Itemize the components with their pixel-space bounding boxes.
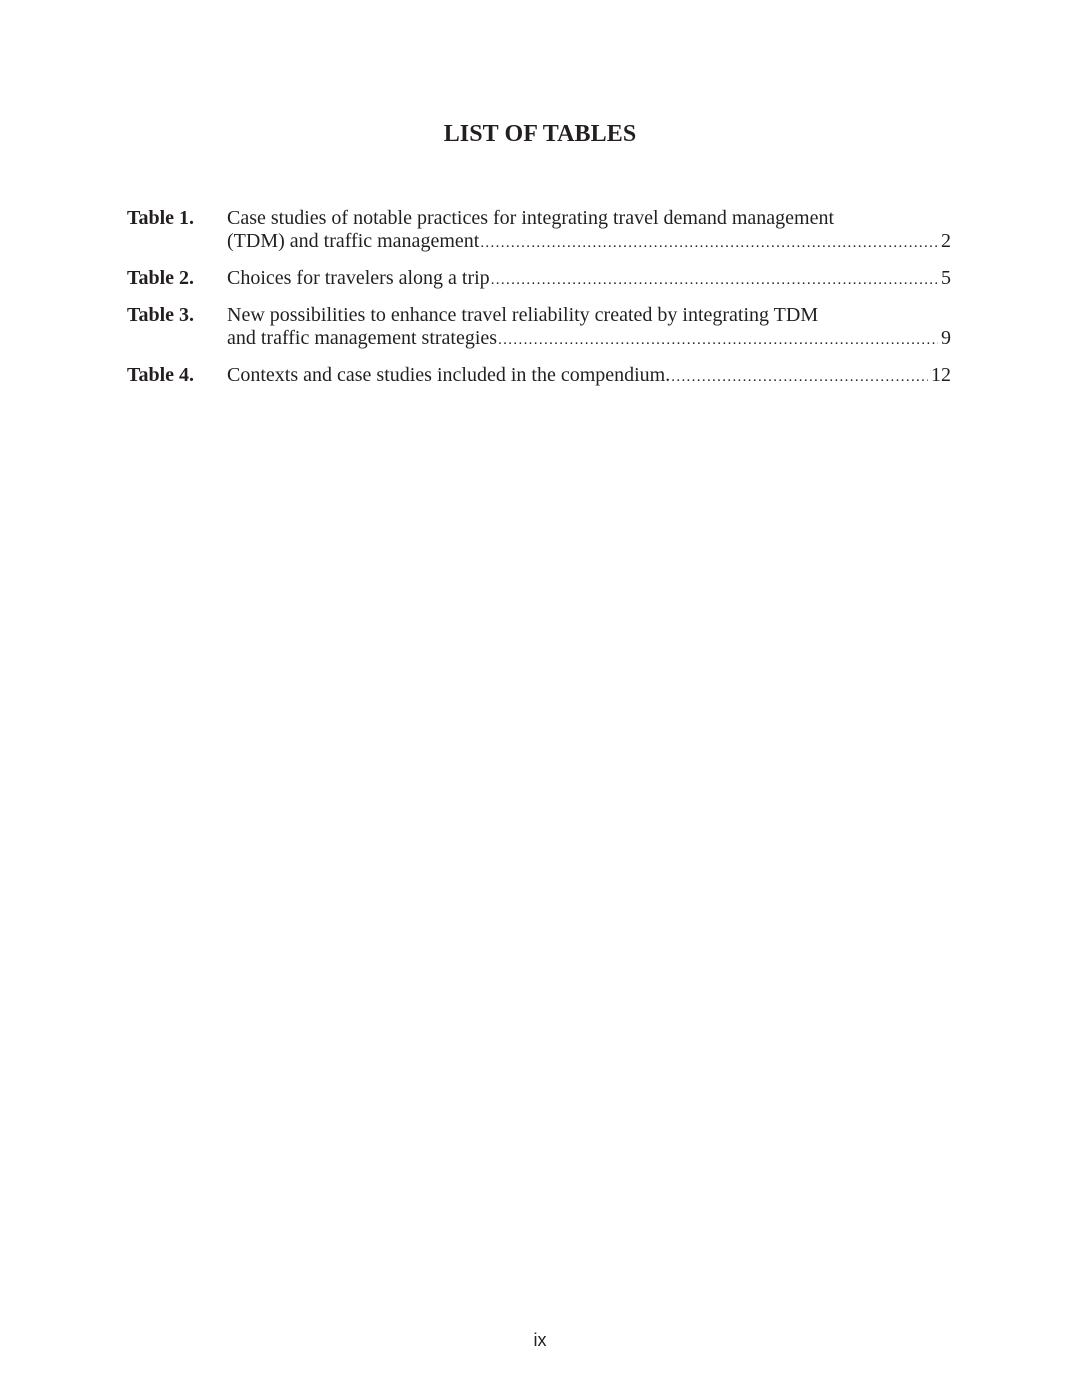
toc-entry-body bbox=[227, 364, 951, 389]
toc-entry-page-number: 5 bbox=[941, 267, 951, 289]
toc-entry-table-3[interactable] bbox=[127, 304, 951, 352]
toc-entry-last-line bbox=[227, 230, 951, 255]
toc-entry-body bbox=[227, 304, 951, 352]
toc-entry-text-line-1: Case studies of notable practices for integrating travel demand management bbox=[227, 207, 835, 229]
toc-entry-table-4[interactable] bbox=[127, 364, 951, 389]
toc-entry-last-line bbox=[227, 327, 951, 352]
toc-entry-text: Choices for travelers along a trip bbox=[227, 267, 490, 289]
toc-entry-text-line-1: New possibilities to enhance travel reliability created by integrating TDM bbox=[227, 304, 819, 326]
toc-entry-page-number: 2 bbox=[941, 230, 951, 252]
toc-entry-text-line-2: (TDM) and traffic management bbox=[227, 230, 480, 252]
toc-entry-table-2[interactable] bbox=[127, 267, 951, 292]
toc-entry-last-line bbox=[227, 267, 951, 292]
toc-entry-label: Table 3. bbox=[127, 304, 195, 326]
toc-entry-table-1[interactable] bbox=[127, 207, 951, 255]
toc-entry-text: Contexts and case studies included in the compendium. bbox=[227, 364, 671, 386]
toc-entry-label: Table 1. bbox=[127, 207, 195, 229]
table-list bbox=[127, 207, 951, 389]
page-number-footer: ix bbox=[533, 1330, 547, 1350]
toc-entry-body bbox=[227, 207, 951, 255]
toc-entry-label: Table 4. bbox=[127, 364, 195, 386]
page-title: LIST OF TABLES bbox=[443, 121, 637, 147]
toc-entry-page-number: 9 bbox=[941, 327, 951, 349]
dot-leader bbox=[671, 366, 928, 389]
dot-leader bbox=[491, 269, 938, 292]
toc-entry-body bbox=[227, 267, 951, 292]
dot-leader bbox=[480, 232, 938, 255]
toc-entry-text-line-2: and traffic management strategies bbox=[227, 327, 498, 349]
toc-entry-page-number: 12 bbox=[931, 364, 951, 386]
dot-leader bbox=[498, 329, 938, 352]
toc-entry-last-line bbox=[227, 364, 951, 389]
toc-entry-label: Table 2. bbox=[127, 267, 195, 289]
